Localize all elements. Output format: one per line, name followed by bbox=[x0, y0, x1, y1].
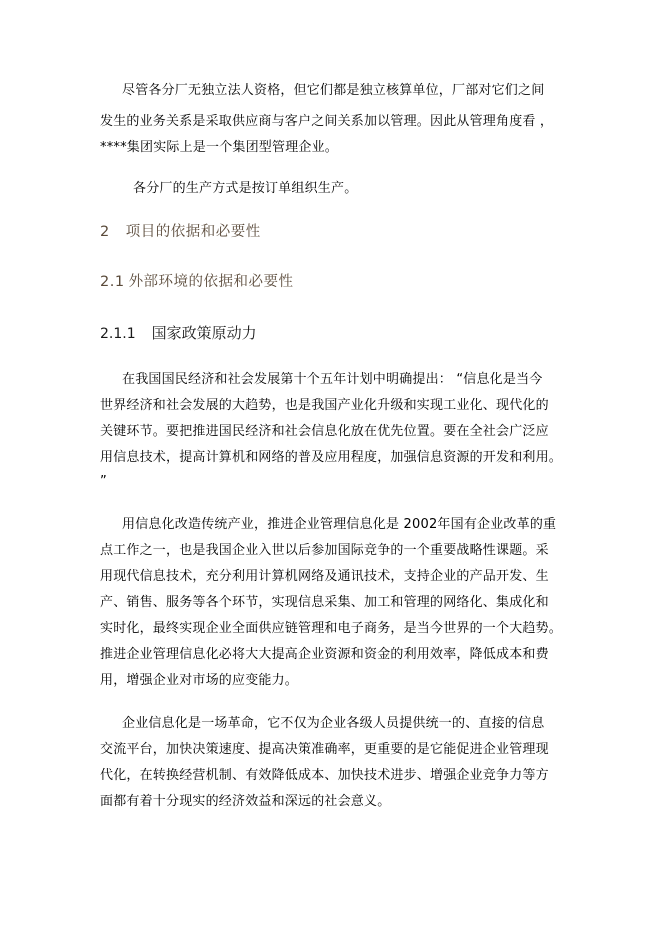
text-line: 尽管各分厂无独立法人资格，但它们都是独立核算单位，厂部对它们之间 bbox=[122, 83, 545, 98]
text-line: ****集团实际上是一个集团型管理企业。 bbox=[100, 140, 339, 155]
text-line: 用，增强企业对市场的应变能力。 bbox=[100, 673, 299, 688]
text-line: 交流平台，加快决策速度、提高决策准确率，更重要的是它能促进企业管理现 bbox=[100, 742, 549, 757]
section-title: 外部环境的依据和必要性 bbox=[128, 274, 294, 290]
text-line: 用现代信息技术，充分利用计算机网络及通讯技术，支持企业的产品开发、生 bbox=[100, 569, 549, 584]
section-number: 2.1 bbox=[100, 274, 125, 290]
text-line: ” bbox=[100, 474, 107, 489]
text-line: 用信息化改造传统产业，推进企业管理信息化是 2002年国有企业改革的重 bbox=[122, 517, 557, 532]
text-line: 关键环节。要把推进国民经济和社会信息化放在优先位置。要在全社会广泛应 bbox=[100, 424, 549, 439]
section-number: 2 bbox=[100, 224, 110, 240]
text-line: 推进企业管理信息化必将大大提高企业资源和资金的利用效率，降低成本和费 bbox=[100, 647, 549, 662]
text-line: 面都有着十分现实的经济效益和深远的社会意义。 bbox=[100, 794, 391, 809]
section-heading-2-1 bbox=[100, 272, 294, 292]
section-heading-2 bbox=[100, 222, 261, 242]
text-line: 实时化，最终实现企业全面供应链管理和电子商务，是当今世界的一个大趋势。 bbox=[100, 621, 563, 636]
section-title: 国家政策原动力 bbox=[151, 324, 257, 342]
text-line: 代化，在转换经营机制、有效降低成本、加快技术进步、增强企业竞争力等方 bbox=[100, 768, 549, 783]
text-line: 发生的业务关系是采取供应商与客户之间关系加以管理。因此从管理角度看 ， bbox=[100, 114, 554, 129]
text-line: 在我国国民经济和社会发展第十个五年计划中明确提出： “信息化是当今 bbox=[122, 372, 543, 387]
section-title: 项目的依据和必要性 bbox=[125, 224, 261, 240]
text-line: 企业信息化是一场革命，它不仅为企业各级人员提供统一的、直接的信息 bbox=[122, 716, 545, 731]
text-line: 产、销售、服务等各个环节，实现信息采集、加工和管理的网络化、集成化和 bbox=[100, 595, 549, 610]
text-line: 用信息技术，提高计算机和网络的普及应用程度，加强信息资源的开发和利用。 bbox=[100, 450, 563, 465]
section-heading-2-1-1 bbox=[100, 323, 257, 344]
text-line: 点工作之一，也是我国企业入世以后参加国际竞争的一个重要战略性课题。采 bbox=[100, 543, 549, 558]
text-line: 各分厂的生产方式是按订单组织生产。 bbox=[133, 181, 358, 196]
section-number: 2.1.1 bbox=[100, 326, 136, 342]
text-line: 世界经济和社会发展的大趋势，也是我国产业化升级和实现工业化、现代化的 bbox=[100, 398, 549, 413]
